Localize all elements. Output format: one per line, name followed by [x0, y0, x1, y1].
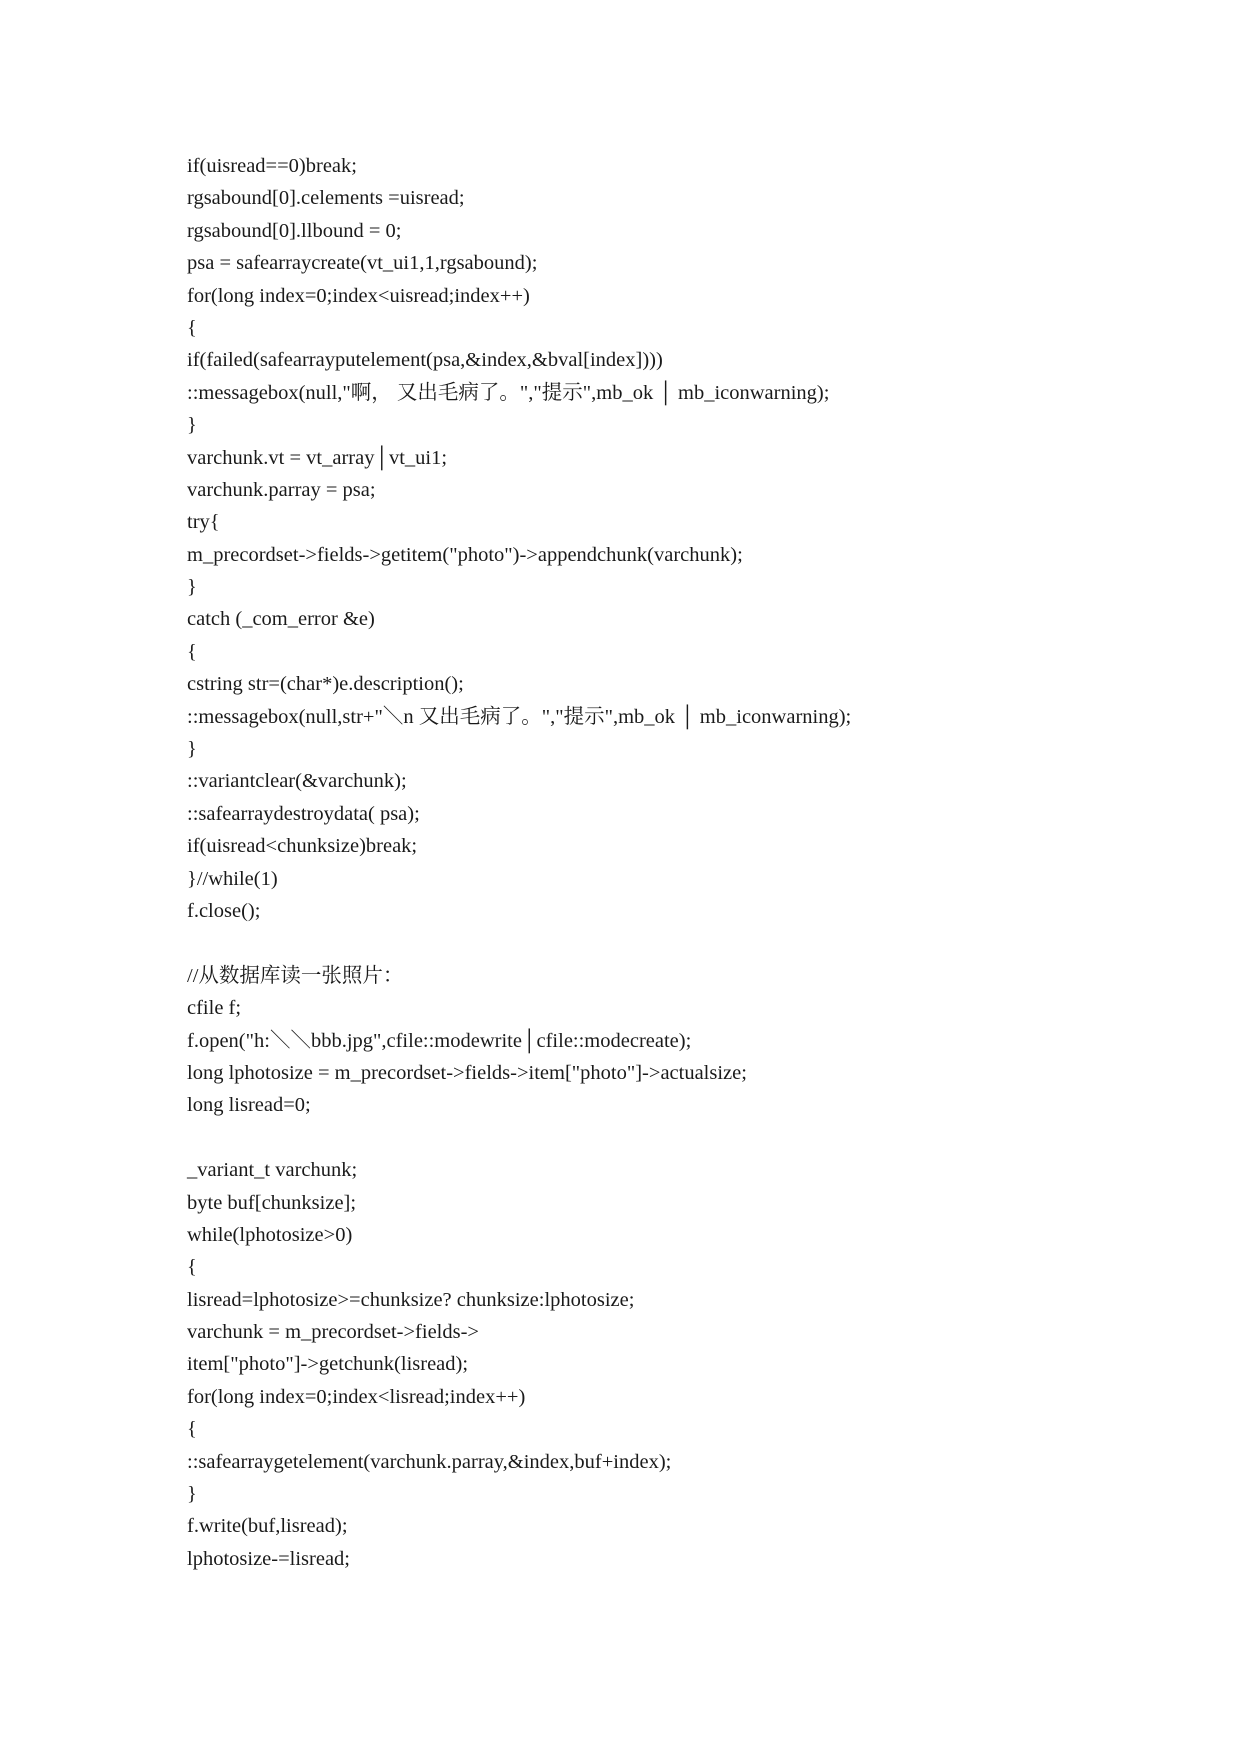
- code-line: cfile f;: [187, 997, 242, 1020]
- blank-line: [187, 927, 1187, 959]
- code-line: ::messagebox(null,"啊， 又出毛病了。","提示",mb_ok │ mb_iconwarning);: [187, 381, 830, 404]
- code-line: try{: [187, 511, 220, 534]
- code-line: }: [187, 576, 197, 599]
- code-listing: [187, 150, 1187, 1575]
- code-line: m_precordset->fields->getitem("photo")->appendchunk(varchunk);: [187, 543, 743, 566]
- code-line: if(uisread<chunksize)break;: [187, 835, 418, 858]
- code-line: }//while(1): [187, 867, 278, 890]
- code-line: long lisread=0;: [187, 1094, 311, 1117]
- code-line: if(failed(safearrayputelement(psa,&index,&bval[index]))): [187, 349, 663, 372]
- code-line: cstring str=(char*)e.description();: [187, 673, 464, 696]
- code-line: varchunk.vt = vt_array│vt_ui1;: [187, 446, 448, 469]
- code-line: item["photo"]->getchunk(lisread);: [187, 1353, 469, 1376]
- code-line: rgsabound[0].llbound = 0;: [187, 219, 402, 242]
- code-line: {: [187, 316, 197, 339]
- code-line: byte buf[chunksize];: [187, 1191, 357, 1214]
- blank-line: [187, 1122, 1187, 1154]
- code-line: ::safearraygetelement(varchunk.parray,&index,buf+index);: [187, 1450, 672, 1473]
- code-comment: //从数据库读一张照片：: [187, 964, 404, 987]
- code-line: ::messagebox(null,str+"＼n 又出毛病了。","提示",mb_ok │ mb_iconwarning);: [187, 705, 852, 728]
- code-line: long lphotosize = m_precordset->fields->item["photo"]->actualsize;: [187, 1061, 747, 1084]
- code-line: ::safearraydestroydata( psa);: [187, 802, 420, 825]
- code-line: f.write(buf,lisread);: [187, 1515, 348, 1538]
- code-line: {: [187, 1418, 197, 1441]
- code-line: {: [187, 1256, 197, 1279]
- code-line: catch (_com_error &e): [187, 608, 375, 631]
- code-line: _variant_t varchunk;: [187, 1159, 358, 1182]
- code-line: for(long index=0;index<lisread;index++): [187, 1385, 526, 1408]
- code-line: }: [187, 738, 197, 761]
- code-line: for(long index=0;index<uisread;index++): [187, 284, 530, 307]
- code-line: lphotosize-=lisread;: [187, 1547, 350, 1570]
- code-line: }: [187, 1483, 197, 1506]
- code-line: psa = safearraycreate(vt_ui1,1,rgsabound);: [187, 252, 538, 275]
- code-line: f.open("h:＼＼bbb.jpg",cfile::modewrite│cfile::modecreate);: [187, 1029, 692, 1052]
- code-line: if(uisread==0)break;: [187, 155, 357, 177]
- code-line: f.close();: [187, 899, 261, 922]
- code-line: ::variantclear(&varchunk);: [187, 770, 407, 793]
- code-line: varchunk = m_precordset->fields->: [187, 1321, 479, 1344]
- code-line: varchunk.parray = psa;: [187, 478, 376, 501]
- code-line: lisread=lphotosize>=chunksize? chunksize:lphotosize;: [187, 1288, 635, 1311]
- code-line: rgsabound[0].celements =uisread;: [187, 187, 465, 210]
- code-line: while(lphotosize>0): [187, 1223, 353, 1246]
- code-line: {: [187, 640, 197, 663]
- code-line: }: [187, 414, 197, 437]
